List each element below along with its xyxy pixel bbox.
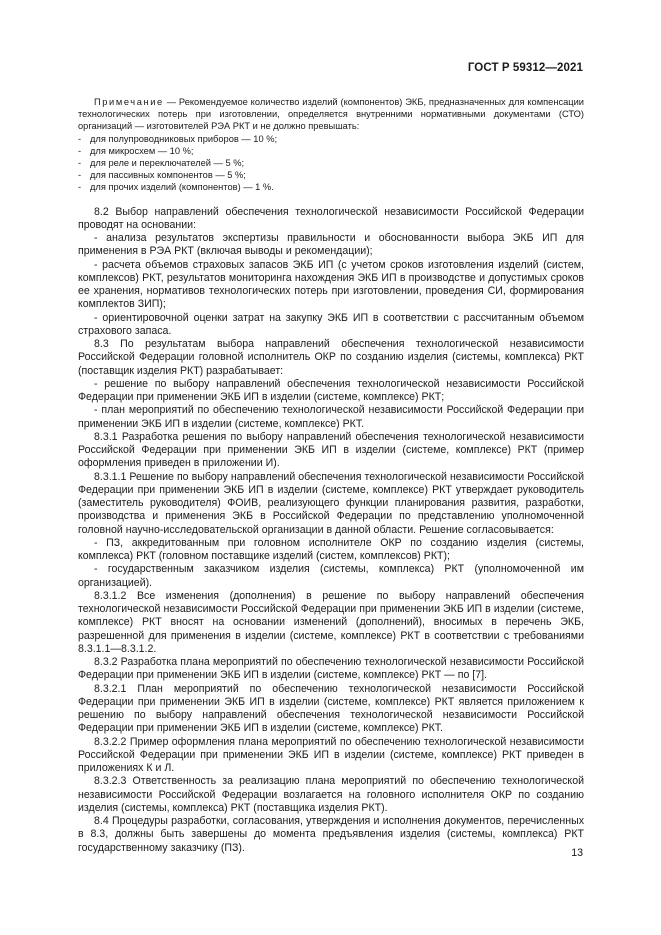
note-text: — Рекомендуемое количество изделий (компонентов) ЭКБ, предназначенных для компенсации технологических потерь при изготовлении, определяется внутренними нормативными документами (СТО) организаций — изготовителей РЭА РКТ и не должно превышать: [78, 97, 584, 132]
paragraph-8-3-1: 8.3.1 Разработка решения по выбору направлений обеспечения технологической независимости Российской Федерации при применении ЭКБ ИП в изделии (системе, комплексе) РКТ (пример оформления приведен в приложении И). [78, 430, 584, 470]
note-list [78, 133, 584, 194]
list-item-cost-estimate: - ориентировочной оценки затрат на закупку ЭКБ ИП в соответствии с рассчитанным объемом страхового запаса. [78, 311, 584, 337]
list-item-plan: - план мероприятий по обеспечению технологической независимости Российской Федерации при применении ЭКБ ИП в изделии (системе, комплексе) РКТ. [78, 404, 584, 430]
list-item-state-customer: - государственным заказчиком изделия (системы, комплекса) РКТ (уполномоченной им организацией). [78, 563, 584, 589]
list-item-pz: - ПЗ, аккредитованным при головном исполнителе ОКР по созданию изделия (системы, комплекса) РКТ (головном поставщике изделий (систем, комплексов) РКТ); [78, 536, 584, 563]
note-list-item: - для пассивных компонентов — 5 %; [78, 170, 246, 181]
note-list-item: - для реле и переключателей — 5 %; [78, 158, 245, 169]
paragraph-8-3-2-3: 8.3.2.3 Ответственность за реализацию плана мероприятий по обеспечению технологической независимости Российской Федерации возлагается на головного исполнителя ОКР по созданию изделия (системы, комплекса) РКТ (поставщика изделия РКТ). [78, 775, 584, 814]
page-number: 13 [571, 847, 583, 859]
note-lead [78, 96, 584, 133]
list-item-reserve-calc: - расчета объемов страховых запасов ЭКБ ИП (с учетом сроков изготовления изделий (систем, комплексов) РКТ, результатов мониторинга нахождения ЭКБ ИП в производстве и допустимых сроков ее хранения, нормативов технологических потерь при изготовлении, проведения СИ, формирования комплектов ЗИП); [78, 258, 584, 311]
paragraph-8-4: 8.4 Процедуры разработки, согласования, утверждения и исполнения документов, перечисленных в 8.3, должны быть завершены до момента предъявления изделия (системы, комплекса) РКТ государственному заказчику (ПЗ). [78, 815, 584, 854]
paragraph-8-3-2: 8.3.2 Разработка плана мероприятий по обеспечению технологической независимости Российской Федерации при применении ЭКБ ИП в изделии (системе, комплексе) РКТ — по [7]. [78, 656, 584, 682]
body-text [78, 206, 584, 855]
note-block [78, 96, 584, 194]
paragraph-8-3-2-2: 8.3.2.2 Пример оформления плана мероприятий по обеспечению технологической независимости Российской Федерации при применении ЭКБ ИП в изделии (системе, комплексе) РКТ приведен в приложениях К и Л. [78, 735, 584, 775]
paragraph-8-3: 8.3 По результатам выбора направлений обеспечения технологической независимости Российской Федерации головной исполнитель ОКР по созданию изделия (системы, комплекса) РКТ (поставщик изделия РКТ) разрабатывает: [78, 338, 584, 377]
paragraph-8-3-1-1: 8.3.1.1 Решение по выбору направлений обеспечения технологической независимости Российской Федерации при применении ЭКБ ИП в изделии (системе, комплексе) РКТ утверждает руководитель (заместитель руководителя) ФОИВ, реализующего функции планирования развития, разработки, производства и применения ЭКБ в Российской Федерации по представлению уполномоченной головной научно-исследовательской организации в данной области. Решение согласовывается: [78, 470, 584, 536]
list-item-analysis: - анализа результатов экспертизы правильности и обоснованности выбора ЭКБ ИП для применения в РЭА РКТ (включая выводы и рекомендации); [78, 232, 584, 258]
note-label: Примечание [94, 97, 164, 107]
note-list-item: - для микросхем — 10 %; [78, 145, 194, 156]
page-content [78, 96, 584, 855]
paragraph-8-2: 8.2 Выбор направлений обеспечения технологической независимости Российской Федерации проводят на основании: [78, 205, 584, 231]
note-list-item: - для прочих изделий (компонентов) — 1 %. [78, 182, 274, 193]
paragraph-8-3-1-2: 8.3.1.2 Все изменения (дополнения) в решение по выбору направлений обеспечения технологической независимости Российской Федерации при применении ЭКБ ИП в изделии (системе, комплексе) РКТ вносят на основании изменений (дополнений), вносимых в перечень ЭКБ, разрешенной для применения в изделии (системе, комплексе) РКТ в соответствии с требованиями 8.3.1.1—8.3.1.2. [78, 589, 584, 655]
standard-header: ГОСТ Р 59312—2021 [467, 62, 583, 74]
note-list-item: - для полупроводниковых приборов — 10 %; [78, 133, 278, 144]
paragraph-8-3-2-1: 8.3.2.1 План мероприятий по обеспечению технологической независимости Российской Федерации при применении ЭКБ ИП в изделии (системе, комплексе) РКТ является приложением к решению по выбору направлений обеспечения технологической независимости Российской Федерации при применении ЭКБ ИП в изделии (системе, комплексе) РКТ. [78, 682, 584, 735]
list-item-decision: - решение по выбору направлений обеспечения технологической независимости Российской Федерации при применении ЭКБ ИП в изделии (системе, комплексе) РКТ; [78, 377, 584, 404]
